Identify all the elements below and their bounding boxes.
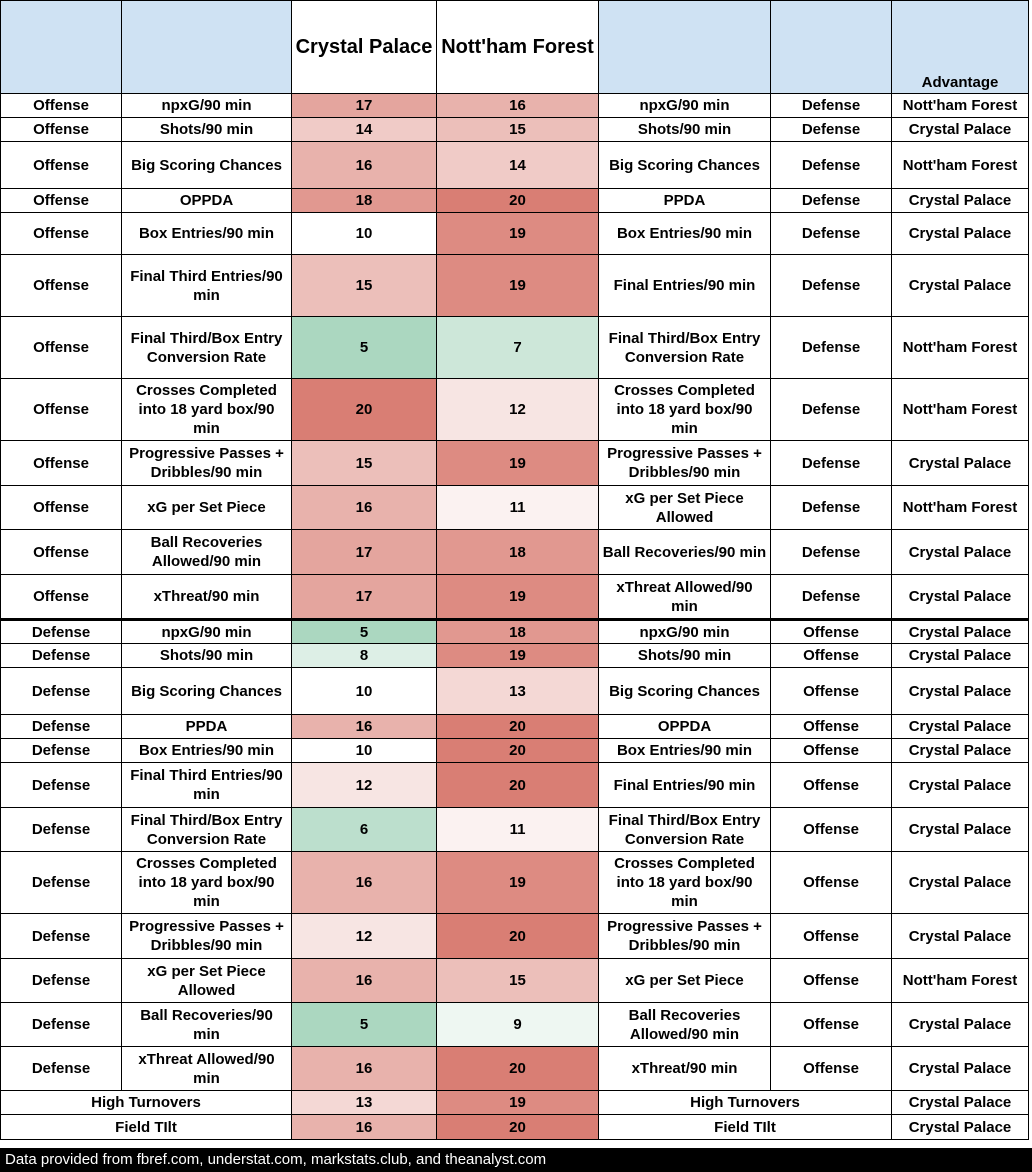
metric-right: npxG/90 min (599, 620, 771, 644)
side-left: Offense (1, 575, 122, 620)
metric-left: Crosses Completed into 18 yard box/90 min (122, 852, 292, 914)
table-row (1, 213, 1029, 255)
metric-right: Final Third/Box Entry Conversion Rate (599, 808, 771, 852)
crystal-palace-rank: 6 (292, 808, 437, 852)
side-right: Offense (771, 715, 892, 739)
crystal-palace-rank: 10 (292, 213, 437, 255)
side-left: Offense (1, 486, 122, 530)
table-row (1, 715, 1029, 739)
crystal-palace-rank: 17 (292, 94, 437, 118)
advantage-cell: Nott'ham Forest (892, 379, 1029, 441)
metric-right: xThreat Allowed/90 min (599, 575, 771, 620)
side-right: Defense (771, 213, 892, 255)
side-right: Defense (771, 441, 892, 486)
nottham-forest-rank: 15 (437, 959, 599, 1003)
metric-left: Progressive Passes + Dribbles/90 min (122, 441, 292, 486)
advantage-cell: Crystal Palace (892, 668, 1029, 715)
side-left: Defense (1, 1003, 122, 1047)
summary-metric-right: High Turnovers (599, 1091, 892, 1115)
metric-left: PPDA (122, 715, 292, 739)
header-blank-left-metric (122, 1, 292, 94)
advantage-cell: Crystal Palace (892, 1115, 1029, 1140)
crystal-palace-rank: 10 (292, 668, 437, 715)
advantage-cell: Crystal Palace (892, 739, 1029, 763)
table-row (1, 575, 1029, 620)
metric-right: Final Entries/90 min (599, 763, 771, 808)
advantage-cell: Crystal Palace (892, 914, 1029, 959)
table-row (1, 914, 1029, 959)
side-right: Offense (771, 1047, 892, 1091)
metric-left: Final Third/Box Entry Conversion Rate (122, 317, 292, 379)
side-left: Defense (1, 763, 122, 808)
table-row (1, 668, 1029, 715)
side-left: Defense (1, 852, 122, 914)
advantage-cell: Crystal Palace (892, 255, 1029, 317)
side-left: Defense (1, 914, 122, 959)
metric-left: npxG/90 min (122, 620, 292, 644)
summary-row (1, 1091, 1029, 1115)
advantage-cell: Crystal Palace (892, 715, 1029, 739)
nottham-forest-rank: 20 (437, 715, 599, 739)
nottham-forest-rank: 19 (437, 441, 599, 486)
advantage-cell: Crystal Palace (892, 1047, 1029, 1091)
table-row (1, 644, 1029, 668)
advantage-cell: Crystal Palace (892, 441, 1029, 486)
team2-header: Nott'ham Forest (437, 1, 599, 94)
side-right: Defense (771, 486, 892, 530)
advantage-cell: Crystal Palace (892, 620, 1029, 644)
advantage-cell: Crystal Palace (892, 189, 1029, 213)
table-row (1, 486, 1029, 530)
advantage-cell: Nott'ham Forest (892, 317, 1029, 379)
side-left: Offense (1, 379, 122, 441)
side-left: Offense (1, 189, 122, 213)
summary-metric-left: High Turnovers (1, 1091, 292, 1115)
table-row (1, 1003, 1029, 1047)
crystal-palace-rank: 16 (292, 715, 437, 739)
side-right: Defense (771, 118, 892, 142)
crystal-palace-rank: 16 (292, 1047, 437, 1091)
header-blank-right-metric (599, 1, 771, 94)
metric-left: Box Entries/90 min (122, 213, 292, 255)
crystal-palace-rank: 5 (292, 1003, 437, 1047)
nottham-forest-rank: 19 (437, 213, 599, 255)
metric-right: xG per Set Piece Allowed (599, 486, 771, 530)
metric-left: OPPDA (122, 189, 292, 213)
nottham-forest-rank: 12 (437, 379, 599, 441)
advantage-cell: Crystal Palace (892, 644, 1029, 668)
metric-right: PPDA (599, 189, 771, 213)
side-left: Offense (1, 142, 122, 189)
metric-right: Crosses Completed into 18 yard box/90 min (599, 379, 771, 441)
crystal-palace-rank: 16 (292, 959, 437, 1003)
table-row (1, 808, 1029, 852)
metric-right: Progressive Passes + Dribbles/90 min (599, 441, 771, 486)
nottham-forest-rank: 18 (437, 530, 599, 575)
side-right: Offense (771, 852, 892, 914)
metric-right: OPPDA (599, 715, 771, 739)
advantage-cell: Crystal Palace (892, 808, 1029, 852)
side-left: Defense (1, 739, 122, 763)
advantage-cell: Nott'ham Forest (892, 486, 1029, 530)
side-right: Offense (771, 668, 892, 715)
metric-left: xG per Set Piece Allowed (122, 959, 292, 1003)
metric-left: Shots/90 min (122, 118, 292, 142)
advantage-cell: Crystal Palace (892, 1091, 1029, 1115)
table-row (1, 530, 1029, 575)
advantage-cell: Crystal Palace (892, 530, 1029, 575)
side-left: Offense (1, 213, 122, 255)
metric-right: Box Entries/90 min (599, 739, 771, 763)
metric-right: xThreat/90 min (599, 1047, 771, 1091)
side-right: Defense (771, 379, 892, 441)
nottham-forest-rank: 19 (437, 255, 599, 317)
crystal-palace-rank: 10 (292, 739, 437, 763)
crystal-palace-rank: 15 (292, 441, 437, 486)
side-right: Defense (771, 94, 892, 118)
header-blank-left (1, 1, 122, 94)
nottham-forest-rank: 20 (437, 189, 599, 213)
nottham-forest-rank: 11 (437, 808, 599, 852)
metric-right: xG per Set Piece (599, 959, 771, 1003)
side-left: Defense (1, 1047, 122, 1091)
crystal-palace-rank: 18 (292, 189, 437, 213)
nottham-forest-rank: 20 (437, 1115, 599, 1140)
side-left: Defense (1, 620, 122, 644)
table-row (1, 255, 1029, 317)
side-left: Defense (1, 808, 122, 852)
metric-right: Big Scoring Chances (599, 142, 771, 189)
table-row (1, 1047, 1029, 1091)
crystal-palace-rank: 13 (292, 1091, 437, 1115)
side-left: Defense (1, 715, 122, 739)
advantage-cell: Crystal Palace (892, 575, 1029, 620)
nottham-forest-rank: 20 (437, 763, 599, 808)
nottham-forest-rank: 19 (437, 852, 599, 914)
metric-left: Final Third/Box Entry Conversion Rate (122, 808, 292, 852)
table-row (1, 189, 1029, 213)
metric-right: Big Scoring Chances (599, 668, 771, 715)
side-right: Defense (771, 530, 892, 575)
table-row (1, 739, 1029, 763)
side-right: Defense (771, 189, 892, 213)
crystal-palace-rank: 5 (292, 317, 437, 379)
nottham-forest-rank: 7 (437, 317, 599, 379)
metric-left: npxG/90 min (122, 94, 292, 118)
table-row (1, 142, 1029, 189)
advantage-cell: Nott'ham Forest (892, 94, 1029, 118)
metric-right: npxG/90 min (599, 94, 771, 118)
nottham-forest-rank: 19 (437, 644, 599, 668)
side-right: Offense (771, 644, 892, 668)
metric-right: Shots/90 min (599, 118, 771, 142)
table-row (1, 763, 1029, 808)
advantage-cell: Nott'ham Forest (892, 142, 1029, 189)
nottham-forest-rank: 15 (437, 118, 599, 142)
metric-left: xThreat/90 min (122, 575, 292, 620)
crystal-palace-rank: 8 (292, 644, 437, 668)
nottham-forest-rank: 9 (437, 1003, 599, 1047)
side-right: Defense (771, 255, 892, 317)
advantage-header: Advantage (892, 1, 1029, 94)
nottham-forest-rank: 19 (437, 575, 599, 620)
metric-right: Box Entries/90 min (599, 213, 771, 255)
metric-left: Progressive Passes + Dribbles/90 min (122, 914, 292, 959)
crystal-palace-rank: 14 (292, 118, 437, 142)
crystal-palace-rank: 17 (292, 575, 437, 620)
nottham-forest-rank: 14 (437, 142, 599, 189)
side-left: Offense (1, 94, 122, 118)
metric-left: Ball Recoveries Allowed/90 min (122, 530, 292, 575)
metric-left: Big Scoring Chances (122, 142, 292, 189)
nottham-forest-rank: 19 (437, 1091, 599, 1115)
metric-right: Ball Recoveries Allowed/90 min (599, 1003, 771, 1047)
data-source-footer: Data provided from fbref.com, understat.com, markstats.club, and theanalyst.com (0, 1148, 1032, 1172)
metric-left: Shots/90 min (122, 644, 292, 668)
table-row (1, 959, 1029, 1003)
nottham-forest-rank: 20 (437, 914, 599, 959)
metric-right: Final Entries/90 min (599, 255, 771, 317)
advantage-cell: Crystal Palace (892, 763, 1029, 808)
nottham-forest-rank: 16 (437, 94, 599, 118)
side-left: Offense (1, 255, 122, 317)
side-right: Offense (771, 739, 892, 763)
side-right: Offense (771, 808, 892, 852)
advantage-cell: Nott'ham Forest (892, 959, 1029, 1003)
side-left: Offense (1, 441, 122, 486)
side-left: Offense (1, 317, 122, 379)
side-right: Offense (771, 763, 892, 808)
crystal-palace-rank: 16 (292, 1115, 437, 1140)
table-row (1, 441, 1029, 486)
metric-left: Crosses Completed into 18 yard box/90 min (122, 379, 292, 441)
table-row (1, 620, 1029, 644)
side-left: Offense (1, 530, 122, 575)
summary-metric-left: Field TIlt (1, 1115, 292, 1140)
table-row (1, 118, 1029, 142)
advantage-cell: Crystal Palace (892, 118, 1029, 142)
nottham-forest-rank: 20 (437, 739, 599, 763)
metric-left: Final Third Entries/90 min (122, 763, 292, 808)
metric-left: Box Entries/90 min (122, 739, 292, 763)
side-right: Offense (771, 959, 892, 1003)
side-left: Defense (1, 668, 122, 715)
metric-right: Final Third/Box Entry Conversion Rate (599, 317, 771, 379)
summary-row (1, 1115, 1029, 1140)
side-right: Defense (771, 575, 892, 620)
crystal-palace-rank: 5 (292, 620, 437, 644)
side-left: Offense (1, 118, 122, 142)
metric-left: Big Scoring Chances (122, 668, 292, 715)
table-row (1, 852, 1029, 914)
nottham-forest-rank: 18 (437, 620, 599, 644)
side-right: Offense (771, 1003, 892, 1047)
table-row (1, 94, 1029, 118)
side-right: Offense (771, 914, 892, 959)
header-blank-right (771, 1, 892, 94)
metric-right: Progressive Passes + Dribbles/90 min (599, 914, 771, 959)
nottham-forest-rank: 11 (437, 486, 599, 530)
metric-right: Shots/90 min (599, 644, 771, 668)
team1-header: Crystal Palace (292, 1, 437, 94)
metric-right: Crosses Completed into 18 yard box/90 min (599, 852, 771, 914)
side-right: Defense (771, 317, 892, 379)
crystal-palace-rank: 12 (292, 763, 437, 808)
metric-left: xThreat Allowed/90 min (122, 1047, 292, 1091)
table-row (1, 317, 1029, 379)
advantage-cell: Crystal Palace (892, 852, 1029, 914)
header-row (1, 1, 1029, 94)
metric-left: xG per Set Piece (122, 486, 292, 530)
metric-left: Ball Recoveries/90 min (122, 1003, 292, 1047)
crystal-palace-rank: 15 (292, 255, 437, 317)
side-right: Offense (771, 620, 892, 644)
nottham-forest-rank: 20 (437, 1047, 599, 1091)
crystal-palace-rank: 17 (292, 530, 437, 575)
crystal-palace-rank: 12 (292, 914, 437, 959)
metric-left: Final Third Entries/90 min (122, 255, 292, 317)
metric-right: Ball Recoveries/90 min (599, 530, 771, 575)
advantage-cell: Crystal Palace (892, 213, 1029, 255)
summary-metric-right: Field TIlt (599, 1115, 892, 1140)
nottham-forest-rank: 13 (437, 668, 599, 715)
side-left: Defense (1, 644, 122, 668)
crystal-palace-rank: 16 (292, 486, 437, 530)
advantage-cell: Crystal Palace (892, 1003, 1029, 1047)
side-right: Defense (771, 142, 892, 189)
crystal-palace-rank: 20 (292, 379, 437, 441)
table-row (1, 379, 1029, 441)
crystal-palace-rank: 16 (292, 142, 437, 189)
crystal-palace-rank: 16 (292, 852, 437, 914)
side-left: Defense (1, 959, 122, 1003)
